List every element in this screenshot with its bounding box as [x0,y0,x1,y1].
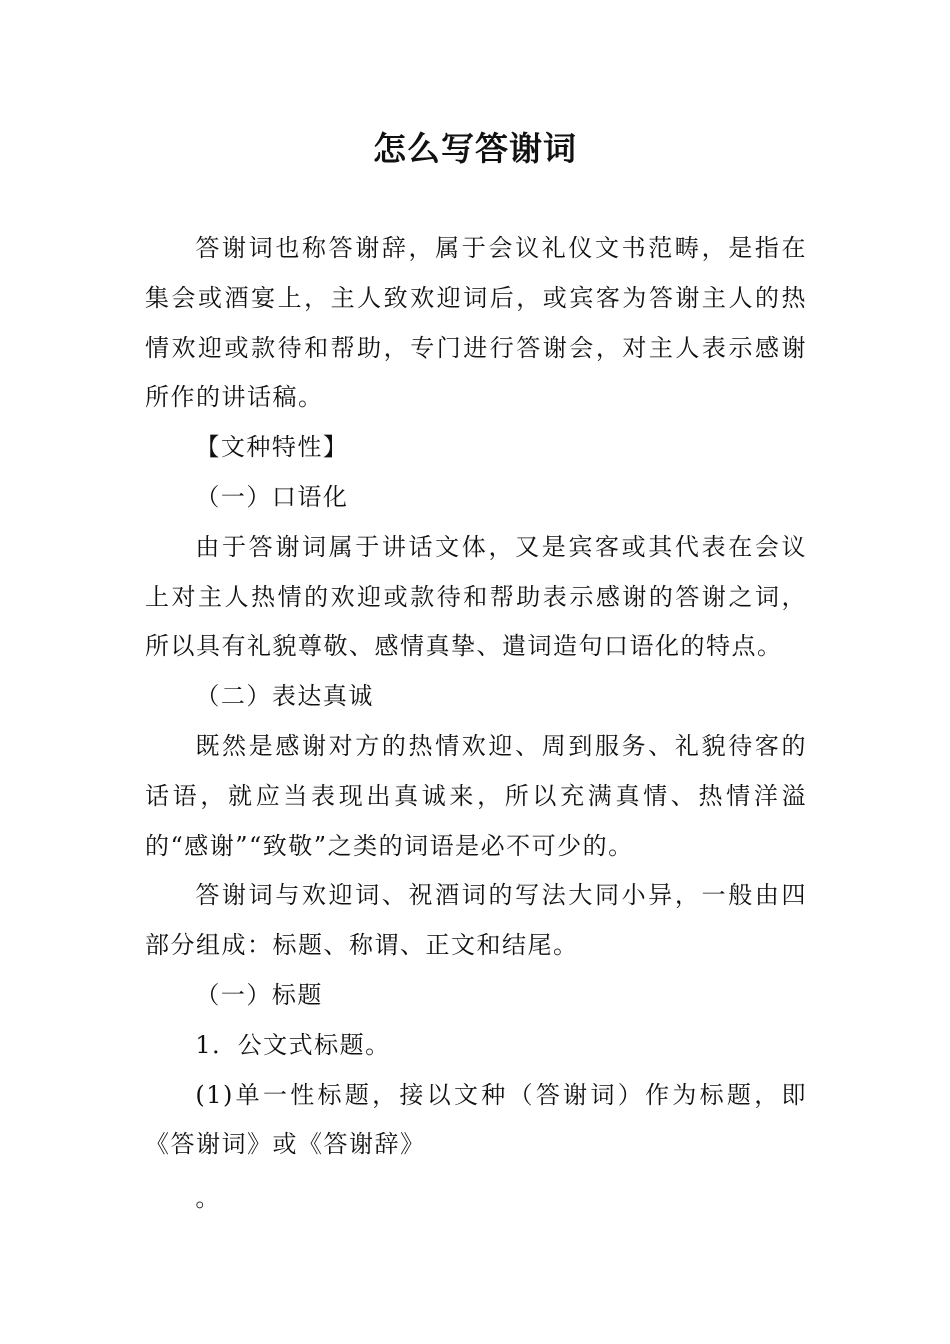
list-item-official-title: 1．公文式标题。 [195,1030,391,1059]
section-heading-genre-features: 【文种特性】 [195,433,349,462]
subheading-title: （一）标题 [195,980,323,1009]
paragraph-structure: 答谢词与欢迎词、祝酒词的写法大同小异，一般由四部分组成：标题、称谓、正文和结尾。 [145,881,807,960]
paragraph-colloquial: 由于答谢词属于讲话文体，又是宾客或其代表在会议上对主人热情的欢迎或款待和帮助表示感谢的答谢之词，所以具有礼貌尊敬、感情真挚、遣词造句口语化的特点。 [145,532,807,661]
subheading-sincerity: （二）表达真诚 [195,682,374,711]
document-body [145,224,807,1224]
document-title: 怎么写答谢词 [373,129,577,168]
trailing-period: 。 [195,1184,221,1213]
subheading-colloquial: （一）口语化 [195,482,349,511]
paragraph-sincerity: 既然是感谢对方的热情欢迎、周到服务、礼貌待客的话语，就应当表现出真诚来，所以充满真情、热情洋溢的“感谢”“致敬”之类的词语是必不可少的。 [145,731,807,860]
paragraph-intro: 答谢词也称答谢辞，属于会议礼仪文书范畴，是指在集会或酒宴上，主人致欢迎词后，或宾客为答谢主人的热情欢迎或款待和帮助，专门进行答谢会，对主人表示感谢所作的讲话稿。 [145,234,807,412]
list-item-single-title: (1)单一性标题，接以文种（答谢词）作为标题，即《答谢词》或《答谢辞》 [145,1080,807,1159]
